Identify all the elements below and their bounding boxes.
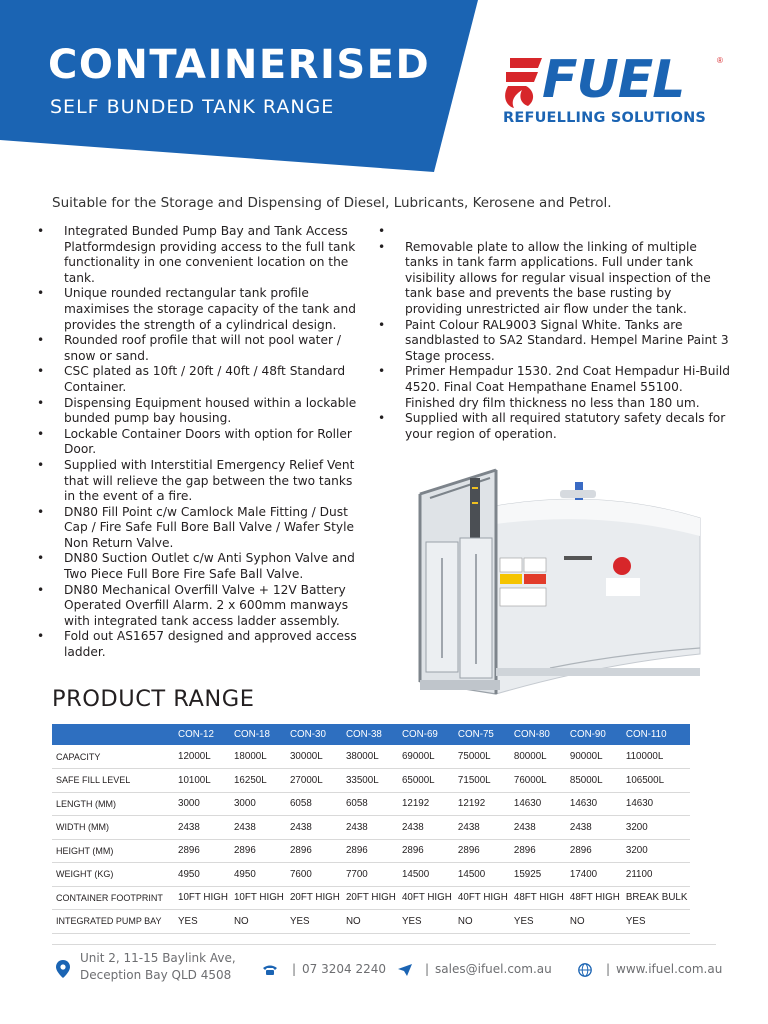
- table-cell: 10100L: [174, 769, 230, 793]
- table-cell: 2896: [398, 839, 454, 863]
- list-item: • Dispensing Equipment housed within a lockable bunded pump bay housing.: [37, 396, 367, 427]
- table-cell: 65000L: [398, 769, 454, 793]
- ifuel-logo: [500, 50, 730, 134]
- table-cell: YES: [622, 910, 690, 934]
- table-cell: YES: [510, 910, 566, 934]
- list-item: • DN80 Mechanical Overfill Valve + 12V Battery Operated Overfill Alarm. 2 x 600mm manways with integrated tank access ladder assembly.: [37, 583, 367, 630]
- email-link[interactable]: sales@ifuel.com.au: [435, 962, 552, 976]
- table-cell: 21100: [622, 863, 690, 887]
- footer-address: [80, 950, 236, 984]
- table-cell: 40FT HIGH: [398, 886, 454, 910]
- table-cell: 2438: [286, 816, 342, 840]
- table-cell: 2438: [510, 816, 566, 840]
- table-cell: 6058: [286, 792, 342, 816]
- phone-icon: [262, 964, 278, 976]
- table-cell: 90000L: [566, 745, 622, 769]
- list-item: • Lockable Container Doors with option for Roller Door.: [37, 427, 367, 458]
- table-header-cell: CON-12: [174, 724, 230, 745]
- table-cell: 14630: [566, 792, 622, 816]
- table-cell: 48FT HIGH: [510, 886, 566, 910]
- logo-wordmark: FUEL: [542, 50, 685, 110]
- table-cell: 2438: [454, 816, 510, 840]
- table-cell: 15925: [510, 863, 566, 887]
- phone-number[interactable]: 07 3204 2240: [302, 962, 387, 976]
- footer-separator: |: [606, 962, 611, 976]
- table-cell: 4950: [174, 863, 230, 887]
- table-cell: 17400: [566, 863, 622, 887]
- product-range-table: [52, 724, 690, 934]
- table-row: [52, 839, 690, 863]
- table-cell: 2438: [398, 816, 454, 840]
- table-cell: 2896: [286, 839, 342, 863]
- table-cell: 7700: [342, 863, 398, 887]
- table-cell: NO: [230, 910, 286, 934]
- table-cell: 20FT HIGH: [286, 886, 342, 910]
- list-item: • Integrated Bunded Pump Bay and Tank Access Platformdesign providing access to the full tank functionality in one convenient location on the tank.: [37, 224, 367, 286]
- row-label: INTEGRATED PUMP BAY: [52, 910, 174, 934]
- list-item: • Paint Colour RAL9003 Signal White. Tanks are sandblasted to SA2 Standard. Hempel Marine Paint 3 Stage process.: [378, 318, 730, 365]
- list-item: • Primer Hempadur 1530. 2nd Coat Hempadur Hi-Build 4520. Final Coat Hempathane Enamel 55100. Finished dry film thickness no less than 180 um.: [378, 364, 730, 411]
- table-header-cell: CON-18: [230, 724, 286, 745]
- list-item-empty: [378, 224, 730, 240]
- footer-email[interactable]: [425, 962, 552, 976]
- row-label: SAFE FILL LEVEL: [52, 769, 174, 793]
- table-cell: 2896: [342, 839, 398, 863]
- table-cell: 80000L: [510, 745, 566, 769]
- location-pin-icon: [56, 960, 70, 978]
- table-cell: YES: [174, 910, 230, 934]
- table-cell: 10FT HIGH: [230, 886, 286, 910]
- table-cell: 2896: [174, 839, 230, 863]
- table-cell: 85000L: [566, 769, 622, 793]
- table-cell: 6058: [342, 792, 398, 816]
- row-label: WIDTH (MM): [52, 816, 174, 840]
- table-cell: 40FT HIGH: [454, 886, 510, 910]
- table-cell: 30000L: [286, 745, 342, 769]
- table-cell: 7600: [286, 863, 342, 887]
- table-row: [52, 886, 690, 910]
- table-cell: 12192: [398, 792, 454, 816]
- table-cell: YES: [398, 910, 454, 934]
- table-cell: 14630: [622, 792, 690, 816]
- table-header-cell: CON-80: [510, 724, 566, 745]
- table-cell: 10FT HIGH: [174, 886, 230, 910]
- page-subtitle: SELF BUNDED TANK RANGE: [50, 96, 335, 118]
- page-title: CONTAINERISED: [48, 42, 431, 88]
- product-range-title: PRODUCT RANGE: [52, 686, 255, 712]
- table-cell: 16250L: [230, 769, 286, 793]
- table-cell: 2438: [566, 816, 622, 840]
- table-cell: 4950: [230, 863, 286, 887]
- row-label: CONTAINER FOOTPRINT: [52, 886, 174, 910]
- address-line-2: Deception Bay QLD 4508: [80, 968, 232, 982]
- website-link[interactable]: www.ifuel.com.au: [616, 962, 723, 976]
- table-cell: 3200: [622, 816, 690, 840]
- table-cell: 2438: [174, 816, 230, 840]
- table-cell: 76000L: [510, 769, 566, 793]
- footer-divider: [52, 944, 716, 945]
- table-row: [52, 745, 690, 769]
- table-row: [52, 769, 690, 793]
- intro-text: Suitable for the Storage and Dispensing of Diesel, Lubricants, Kerosene and Petrol.: [52, 195, 612, 211]
- table-row: [52, 863, 690, 887]
- table-cell: 33500L: [342, 769, 398, 793]
- table-cell: 69000L: [398, 745, 454, 769]
- table-cell: 3000: [174, 792, 230, 816]
- globe-icon: [578, 963, 592, 977]
- table-cell: 2896: [510, 839, 566, 863]
- footer-separator: |: [425, 962, 430, 976]
- logo-registered-mark: ®: [717, 56, 723, 65]
- list-item: • Supplied with all required statutory safety decals for your region of operation.: [378, 411, 730, 442]
- table-cell: 27000L: [286, 769, 342, 793]
- table-cell: 3000: [230, 792, 286, 816]
- table-cell: 2438: [342, 816, 398, 840]
- table-cell: 110000L: [622, 745, 690, 769]
- address-line-1: Unit 2, 11-15 Baylink Ave,: [80, 951, 236, 965]
- table-cell: 48FT HIGH: [566, 886, 622, 910]
- table-cell: NO: [566, 910, 622, 934]
- table-header-row: [52, 724, 690, 745]
- list-item: • DN80 Fill Point c/w Camlock Male Fitting / Dust Cap / Fire Safe Full Bore Ball Valve / Wafer Style Non Return Valve.: [37, 505, 367, 552]
- table-header-cell: CON-38: [342, 724, 398, 745]
- table-header-cell: CON-30: [286, 724, 342, 745]
- row-label: LENGTH (MM): [52, 792, 174, 816]
- footer-phone[interactable]: [292, 962, 386, 976]
- list-item: • CSC plated as 10ft / 20ft / 40ft / 48ft Standard Container.: [37, 364, 367, 395]
- table-cell: NO: [342, 910, 398, 934]
- table-cell: 14500: [454, 863, 510, 887]
- footer-website[interactable]: [606, 962, 722, 976]
- table-header-cell: CON-69: [398, 724, 454, 745]
- table-cell: 2896: [230, 839, 286, 863]
- table-cell: 106500L: [622, 769, 690, 793]
- send-icon: [398, 964, 412, 976]
- table-row: [52, 792, 690, 816]
- tank-container-photo: [400, 458, 720, 708]
- list-item: • Unique rounded rectangular tank profile maximises the storage capacity of the tank and provides the strength of a cylindrical design.: [37, 286, 367, 333]
- table-cell: 2896: [566, 839, 622, 863]
- table-cell: 14630: [510, 792, 566, 816]
- row-label: HEIGHT (MM): [52, 839, 174, 863]
- table-cell: 12000L: [174, 745, 230, 769]
- table-cell: NO: [454, 910, 510, 934]
- feature-list-right: [378, 224, 730, 442]
- table-cell: 2438: [230, 816, 286, 840]
- footer-separator: |: [292, 962, 297, 976]
- table-cell: BREAK BULK: [622, 886, 690, 910]
- list-item: • Rounded roof profile that will not pool water / snow or sand.: [37, 333, 367, 364]
- table-header-cell: CON-110: [622, 724, 690, 745]
- table-row: [52, 910, 690, 934]
- table-row: [52, 816, 690, 840]
- table-cell: YES: [286, 910, 342, 934]
- table-header-blank: [52, 724, 174, 745]
- table-header-cell: CON-90: [566, 724, 622, 745]
- row-label: WEIGHT (KG): [52, 863, 174, 887]
- list-item: • DN80 Suction Outlet c/w Anti Syphon Valve and Two Piece Full Bore Fire Safe Ball Valve.: [37, 551, 367, 582]
- table-cell: 12192: [454, 792, 510, 816]
- list-item: • Removable plate to allow the linking of multiple tanks in tank farm applications. Full under tank visibility allows for regular visual inspection of the tank base and prevents the base rusting by providing unrestricted air flow under the tank.: [378, 240, 730, 318]
- list-item: • Fold out AS1657 designed and approved access ladder.: [37, 629, 367, 660]
- table-cell: 14500: [398, 863, 454, 887]
- logo-flame-icon: [500, 56, 544, 112]
- table-cell: 71500L: [454, 769, 510, 793]
- table-header-cell: CON-75: [454, 724, 510, 745]
- list-item: • Supplied with Interstitial Emergency Relief Vent that will relieve the gap between the two tanks in the event of a fire.: [37, 458, 367, 505]
- table-cell: 38000L: [342, 745, 398, 769]
- logo-tagline: REFUELLING SOLUTIONS: [503, 110, 707, 126]
- table-cell: 18000L: [230, 745, 286, 769]
- table-cell: 2896: [454, 839, 510, 863]
- table-cell: 20FT HIGH: [342, 886, 398, 910]
- table-cell: 3200: [622, 839, 690, 863]
- feature-list-left: [37, 224, 367, 661]
- table-cell: 75000L: [454, 745, 510, 769]
- row-label: CAPACITY: [52, 745, 174, 769]
